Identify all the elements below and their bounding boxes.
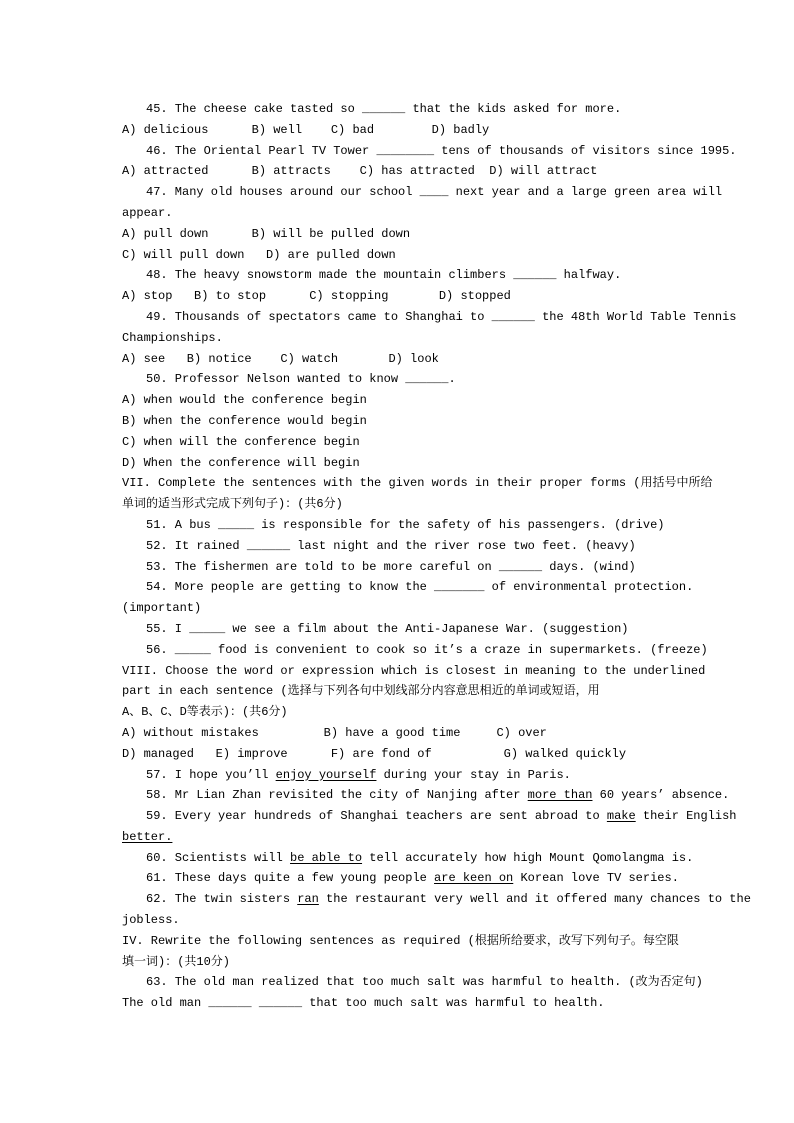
text-segment: 59. Every year hundreds of Shanghai teachers are sent abroad to [146, 809, 607, 824]
text-segment: VII. Complete the sentences with the given words in their proper forms (用括号中所给 [122, 476, 713, 491]
text-line [122, 265, 762, 286]
text-segment: Championships. [122, 330, 223, 345]
text-segment: A) delicious B) well C) bad D) badly [122, 122, 490, 137]
text-segment: 57. I hope you’ll [146, 767, 276, 782]
text-line [122, 286, 762, 307]
text-segment: 61. These days quite a few young people [146, 871, 435, 886]
text-line [122, 785, 762, 806]
text-line [122, 640, 762, 661]
text-line [122, 619, 762, 640]
text-segment: 52. It rained ______ last night and the river rose two feet. (heavy) [146, 538, 636, 553]
text-line [122, 161, 762, 182]
text-line [122, 848, 762, 869]
text-line [122, 515, 762, 536]
text-line [122, 744, 762, 765]
underlined-text: better. [122, 829, 173, 844]
text-segment: 50. Professor Nelson wanted to know ______. [146, 372, 456, 387]
document-body [122, 99, 762, 1014]
text-segment: the restaurant very well and it offered many chances to the [318, 892, 751, 907]
text-line [122, 224, 762, 245]
text-segment: 49. Thousands of spectators came to Shanghai to ______ the 48th World Table Tennis [146, 309, 737, 324]
underlined-text: ran [297, 892, 319, 907]
text-line [122, 889, 762, 910]
text-segment: 63. The old man realized that too much salt was harmful to health. (改为否定句) [146, 975, 703, 990]
text-segment: VIII. Choose the word or expression which is closest in meaning to the underlined [122, 663, 706, 678]
text-line [122, 702, 762, 723]
text-segment: A) without mistakes B) have a good time C) over [122, 725, 547, 740]
text-line [122, 141, 762, 162]
text-segment: 45. The cheese cake tasted so ______ that the kids asked for more. [146, 102, 622, 116]
text-segment: IV. Rewrite the following sentences as required (根据所给要求，改写下列句子。每空限 [122, 933, 679, 948]
text-segment: A、B、C、D等表示)：(共6分) [122, 705, 288, 720]
text-segment: 51. A bus _____ is responsible for the safety of his passengers. (drive) [146, 517, 665, 532]
text-segment: Korean love TV series. [513, 871, 679, 886]
text-line [122, 868, 762, 889]
text-line [122, 536, 762, 557]
text-segment: 48. The heavy snowstorm made the mountain climbers ______ halfway. [146, 268, 622, 283]
text-line [122, 453, 762, 474]
text-segment: C) will pull down D) are pulled down [122, 247, 396, 262]
underlined-text: more than [527, 788, 593, 803]
text-line [122, 765, 762, 786]
text-line [122, 661, 762, 682]
text-segment: A) attracted B) attracts C) has attracted D) will attract [122, 164, 598, 179]
text-segment: jobless. [122, 913, 180, 928]
text-segment: their English [635, 809, 737, 824]
text-segment: 54. More people are getting to know the _______ of environmental protection. [146, 580, 694, 595]
text-segment: B) when the conference would begin [122, 413, 367, 428]
text-line [122, 349, 762, 370]
text-segment: 46. The Oriental Pearl TV Tower ________ tens of thousands of visitors since 1995. [146, 143, 737, 158]
text-line [122, 827, 762, 848]
text-line [122, 390, 762, 411]
text-segment: D) When the conference will begin [122, 455, 360, 470]
text-segment: 62. The twin sisters [146, 892, 298, 907]
underlined-text: make [606, 809, 636, 824]
text-line [122, 120, 762, 141]
text-segment: appear. [122, 205, 173, 220]
text-line [122, 723, 762, 744]
text-segment: tell accurately how high Mount Qomolangma is. [362, 850, 694, 865]
text-line [122, 972, 762, 993]
text-line [122, 369, 762, 390]
text-segment: 56. _____ food is convenient to cook so it’s a craze in supermarkets. (freeze) [146, 642, 708, 657]
text-segment: A) when would the conference begin [122, 393, 367, 408]
text-segment: (important) [122, 601, 202, 616]
text-line [122, 99, 762, 120]
text-line [122, 411, 762, 432]
text-segment: 单词的适当形式完成下列句子)：(共6分) [122, 497, 343, 512]
underlined-text: enjoy yourself [275, 767, 377, 782]
text-line [122, 307, 762, 328]
text-line [122, 182, 762, 203]
text-segment: The old man ______ ______ that too much salt was harmful to health. [122, 996, 605, 1011]
text-segment: during your stay in Paris. [376, 767, 571, 782]
text-line [122, 494, 762, 515]
text-line [122, 577, 762, 598]
text-line [122, 598, 762, 619]
text-line [122, 245, 762, 266]
text-segment: 60 years’ absence. [592, 788, 730, 803]
text-line [122, 557, 762, 578]
text-line [122, 473, 762, 494]
text-line [122, 681, 762, 702]
text-line [122, 952, 762, 973]
text-line [122, 931, 762, 952]
text-segment: 60. Scientists will [146, 850, 291, 865]
text-segment: A) pull down B) will be pulled down [122, 226, 411, 241]
underlined-text: are keen on [434, 871, 514, 886]
text-line [122, 203, 762, 224]
text-line [122, 432, 762, 453]
text-segment: A) see B) notice C) watch D) look [122, 351, 439, 366]
text-segment: 55. I _____ we see a film about the Anti-Japanese War. (suggestion) [146, 621, 629, 636]
text-segment: C) when will the conference begin [122, 434, 360, 449]
text-segment: 填一词)：(共10分) [122, 954, 231, 969]
text-line [122, 806, 762, 827]
text-line [122, 910, 762, 931]
text-segment: 47. Many old houses around our school ____ next year and a large green area will [146, 185, 723, 200]
underlined-text: be able to [290, 850, 363, 865]
text-segment: 53. The fishermen are told to be more careful on ______ days. (wind) [146, 559, 636, 574]
text-segment: part in each sentence (选择与下列各句中划线部分内容意思相近的单词或短语，用 [122, 684, 600, 699]
text-segment: A) stop B) to stop C) stopping D) stopped [122, 289, 511, 304]
text-segment: 58. Mr Lian Zhan revisited the city of Nanjing after [146, 788, 528, 803]
text-line [122, 328, 762, 349]
text-line [122, 993, 762, 1014]
text-segment: D) managed E) improve F) are fond of G) walked quickly [122, 746, 627, 761]
